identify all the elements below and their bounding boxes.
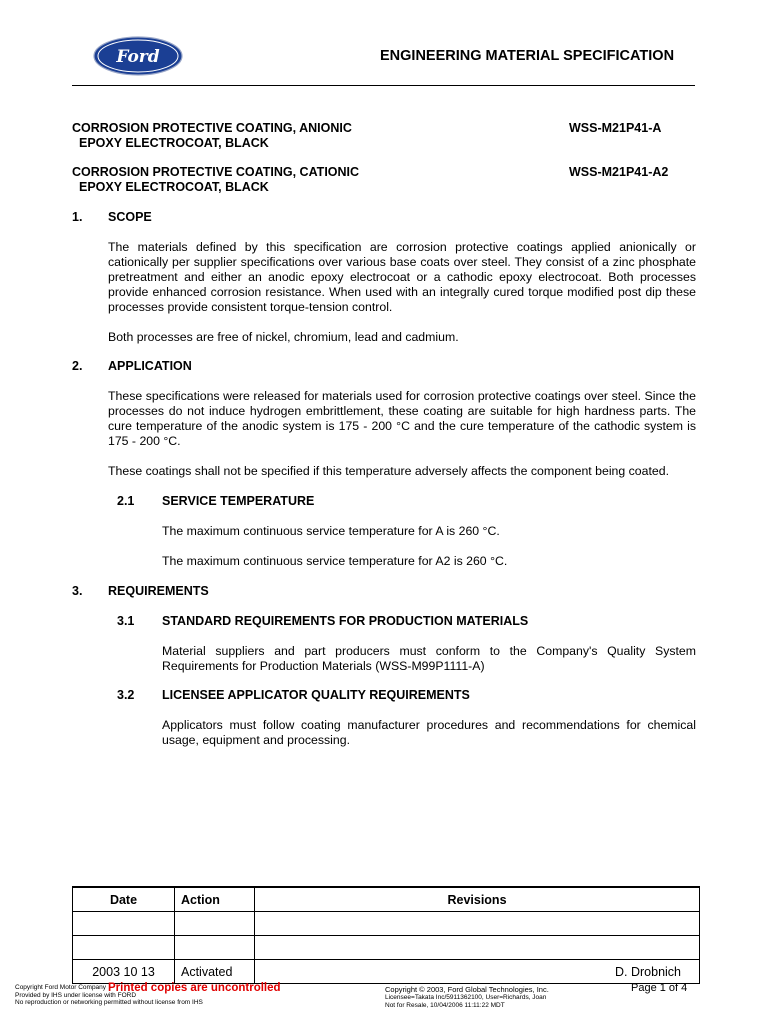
- section-number: 3.: [72, 584, 83, 598]
- table-row: [73, 912, 700, 936]
- footer-copyright: Copyright © 2003, Ford Global Technologies, Inc. Licensee=Takata Inc/5911362100, User=Richards, Joan Not for Resale, 10/04/2006 11:11:22 MDT: [385, 985, 549, 1009]
- material-a2-code: WSS-M21P41-A2: [569, 165, 669, 179]
- ford-logo: [93, 36, 183, 76]
- revision-date: [73, 936, 175, 960]
- ford-logo-text: Ford: [116, 47, 160, 67]
- section-number: 2.: [72, 359, 83, 373]
- column-header-date: Date: [73, 887, 175, 912]
- section-number: 1.: [72, 210, 83, 224]
- revision-author: D. Drobnich: [615, 964, 681, 979]
- revisions-table: [72, 886, 700, 984]
- revision-action: [175, 936, 255, 960]
- service-temp-a2: The maximum continuous service temperature for A2 is 260 °C.: [162, 554, 508, 568]
- footer-license-notice: Copyright Ford Motor Company Provided by IHS under license with FORD No reproduction or networking permitted without license from IHS: [15, 984, 203, 1006]
- scope-paragraph-1: The materials defined by this specification are corrosion protective coatings applied anionically or cationically per supplier specifications over various base coats over steel. They consist of a zinc phosphate pretreatment and either an anodic epoxy electrocoat or a cathodic epoxy electrocoat. Both processes provide enhanced corrosion resistance. When used with an integrally cured torque modified post dip these processes provide consistent torque-tension control.: [108, 240, 696, 314]
- subsection-number: 2.1: [117, 494, 135, 508]
- subsection-title: LICENSEE APPLICATOR QUALITY REQUIREMENTS: [162, 688, 470, 702]
- material-a-code: WSS-M21P41-A: [569, 121, 662, 135]
- application-paragraph-2: These coatings shall not be specified if this temperature adversely affects the component being coated.: [108, 464, 669, 478]
- revision-description: [255, 936, 700, 960]
- material-a-name: CORROSION PROTECTIVE COATING, ANIONIC EPOXY ELECTROCOAT, BLACK: [72, 121, 352, 150]
- licensee-requirements-paragraph: Applicators must follow coating manufacturer procedures and recommendations for chemical usage, equipment and processing.: [162, 718, 696, 747]
- revision-description: [255, 960, 700, 984]
- document-title: ENGINEERING MATERIAL SPECIFICATION: [380, 48, 675, 64]
- section-title: SCOPE: [108, 210, 152, 224]
- column-header-revisions: Revisions: [255, 887, 700, 912]
- table-row: [73, 960, 700, 984]
- section-title: REQUIREMENTS: [108, 584, 209, 598]
- service-temp-a: The maximum continuous service temperature for A is 260 °C.: [162, 524, 500, 538]
- material-a2-name: CORROSION PROTECTIVE COATING, CATIONIC EPOXY ELECTROCOAT, BLACK: [72, 165, 360, 194]
- revision-description: [255, 912, 700, 936]
- revision-action: Activated: [175, 960, 255, 984]
- revisions-header-row: [73, 887, 700, 912]
- application-paragraph-1: These specifications were released for materials used for corrosion protective coatings over steel. Since the processes do not induce hydrogen embrittlement, these coating are suitable for high hardness parts. The cure temperature of the anodic system is 175 - 200 °C and the cure temperature of the cathodic system is 175 - 200 °C.: [108, 389, 696, 448]
- scope-paragraph-2: Both processes are free of nickel, chromium, lead and cadmium.: [108, 330, 459, 344]
- column-header-action: Action: [175, 887, 255, 912]
- section-title: APPLICATION: [108, 359, 192, 373]
- subsection-number: 3.2: [117, 688, 135, 702]
- uncontrolled-copy-notice: Printed copies are uncontrolled: [108, 982, 281, 994]
- revision-date: 2003 10 13: [73, 960, 175, 984]
- subsection-number: 3.1: [117, 614, 135, 628]
- header-divider: [72, 85, 695, 86]
- subsection-title: STANDARD REQUIREMENTS FOR PRODUCTION MATERIALS: [162, 614, 529, 628]
- revision-date: [73, 912, 175, 936]
- table-row: [73, 936, 700, 960]
- standard-requirements-paragraph: Material suppliers and part producers must conform to the Company's Quality System Requirements for Production Materials (WSS-M99P1111-A): [162, 644, 696, 673]
- page-number: Page 1 of 4: [631, 982, 688, 994]
- revision-action: [175, 912, 255, 936]
- subsection-title: SERVICE TEMPERATURE: [162, 494, 315, 508]
